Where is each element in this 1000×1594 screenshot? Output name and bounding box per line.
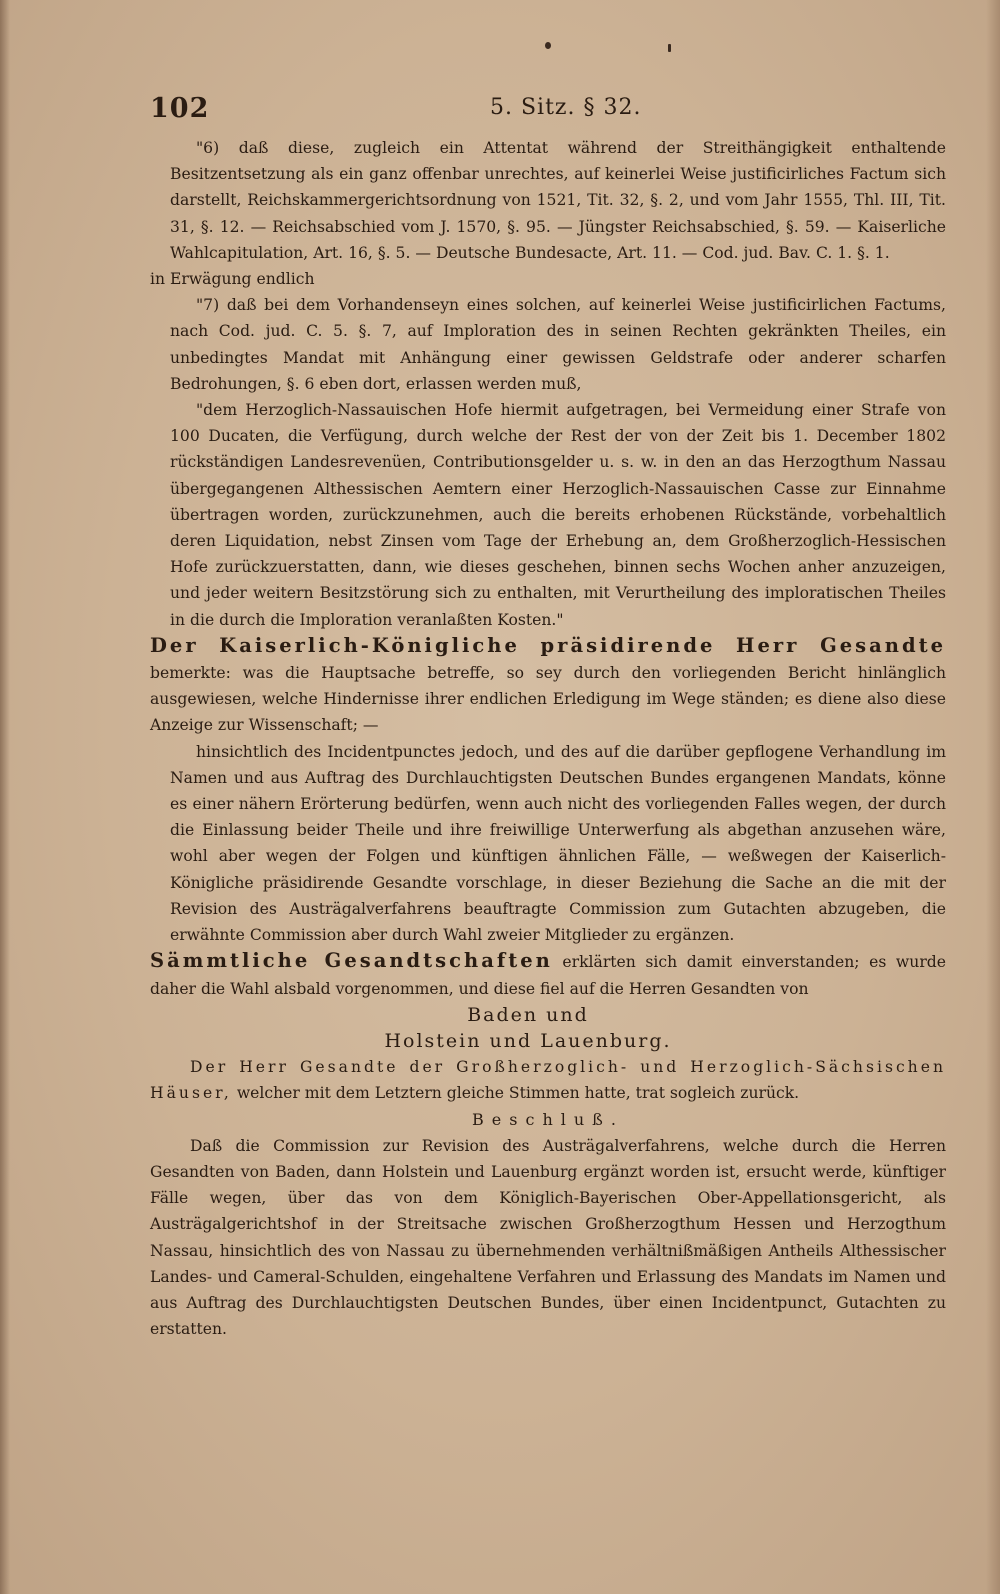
all-embassies-remark: erklärten sich damit einverstanden; es wurde daher die Wahl alsbald vorgenommen, und diese fiel auf die Herren Gesandten von [150, 953, 946, 998]
speaker-saxon-envoy: Der Herr Gesandte der Großherzoglich- und Herzoglich-Sächsischen Häuser, [150, 1058, 946, 1103]
page-edge-right [986, 0, 1000, 1594]
paragraph-erwaegung: in Erwägung endlich [150, 270, 315, 289]
paragraph-all-embassies [150, 948, 946, 1001]
page-edge-left [0, 0, 10, 1594]
paragraph-presiding-envoy [150, 633, 946, 739]
page-number: 102 [150, 93, 210, 124]
speaker-all-embassies: Sämmtliche Gesandtschaften [150, 949, 553, 973]
elected-holstein: Holstein und Lauenburg. [384, 1029, 672, 1052]
ink-speck [545, 42, 551, 49]
paragraph-decision: Daß die Commission zur Revision des Austrägalverfahrens, welche durch die Herren Gesandten von Baden, dann Holstein und Lauenburg ergänzt worden ist, ersucht werde, künftiger Fälle wegen, über das von dem Königlich-Bayerischen Ober-Appellationsgericht, als Austrägalgerichtshof in der Streitsache zwischen Großherzogthum Hessen und Herzogthum Nassau, hinsichtlich des von Nassau zu übernehmenden verhältnißmäßigen Antheils Althessischer Landes- und Cameral-Schulden, eingehaltene Verfahren und Erlassung des Mandats im Namen und aus Auftrag des Durchlauchtigsten Deutschen Bundes, über einen Incidentpunct, Gutachten zu erstatten. [150, 1136, 946, 1339]
running-head: 5. Sitz. § 32. [490, 95, 642, 120]
speaker-presiding-envoy: Der Kaiserlich-Königliche präsidirende Herr Gesandte [150, 633, 946, 657]
paragraph-point-6: "6) daß diese, zugleich ein Attentat während der Streithängigkeit enthaltende Besitzentsetzung als ein ganz offenbar unrechtes, auf keinerlei Weise justificirliches Factum sich darstellt, Reichskammergerichtsordnung von 1521, Tit. 32, §. 2, und vom Jahr 1555, Thl. III, Tit. 31, §. 12. — Reichsabschied vom J. 1570, §. 95. — Jüngster Reichsabschied, §. 59. — Kaiserliche Wahlcapitulation, Art. 16, §. 5. — Deutsche Bundesacte, Art. 11. — Cod. jud. Bav. C. 1. §. 1. [170, 139, 946, 262]
elected-baden: Baden und [467, 1003, 589, 1026]
presiding-envoy-remark: bemerkte: was die Hauptsache betreffe, so sey durch den vorliegenden Bericht hinlänglich ausgewiesen, welche Hindernisse ihrer endlichen Erledigung im Wege ständen; es diene also diese Anzeige zur Wissenschaft; — [150, 664, 946, 735]
paragraph-mandate: "dem Herzoglich-Nassauischen Hofe hiermit aufgetragen, bei Vermeidung einer Strafe von 100 Ducaten, die Verfügung, durch welche der Rest der von der Zeit bis 1. December 1802 rückständigen Landesrevenüen, Contributionsgelder u. s. w. in den an das Herzogthum Nassau übergegangenen Althessischen Aemtern einer Herzoglich-Nassauischen Casse zur Einnahme übertragen worden, zurückzunehmen, auch die bereits erhobenen Rückstände, vorbehaltlich deren Liquidation, nebst Zinsen vom Tage der Erhebung an, dem Großherzoglich-Hessischen Hofe zurückzuerstatten, dann, wie dieses geschehen, binnen sechs Wochen anher anzuzeigen, und jeder weitern Besitzstörung sich zu enthalten, mit Verurtheilung des imploratischen Theiles in die durch die Imploration veranlaßten Kosten." [170, 401, 946, 629]
saxon-envoy-remark: welcher mit dem Letztern gleiche Stimmen hatte, trat sogleich zurück. [231, 1084, 800, 1103]
page-header [150, 93, 850, 127]
paragraph-point-7: "7) daß bei dem Vorhandenseyn eines solchen, auf keinerlei Weise justificirlichen Factums, nach Cod. jud. C. 5. §. 7, auf Imploration des in seinen Rechten gekränkten Theiles, ein unbedingtes Mandat mit Anhängung einer gewissen Geldstrafe oder anderer scharfen Bedrohungen, §. 6 eben dort, erlassen werden muß, [170, 296, 946, 393]
ink-speck [668, 44, 671, 52]
decision-heading: Beschluß. [472, 1109, 624, 1129]
paragraph-incidentpunct: hinsichtlich des Incidentpunctes jedoch, und des auf die darüber gepflogene Verhandlung im Namen und aus Auftrag des Durchlauchtigsten Deutschen Bundes ergangenen Mandats, könne es einer nähern Erörterung bedürfen, wenn auch nicht des vorliegenden Falles wegen, der durch die Einlassung beider Theile und ihre freiwillige Unterwerfung als abgethan anzusehen wäre, wohl aber wegen der Folgen und künftigen ähnlichen Fälle, — weßwegen der Kaiserlich-Königliche präsidirende Gesandte vorschlage, in dieser Beziehung die Sache an die mit der Revision des Austrägalverfahrens beauftragte Commission zum Gutachten abzugeben, die erwähnte Commission aber durch Wahl zweier Mitglieder zu ergänzen. [170, 742, 946, 945]
paragraph-saxon-envoy [150, 1054, 946, 1106]
page-body [150, 135, 946, 1342]
